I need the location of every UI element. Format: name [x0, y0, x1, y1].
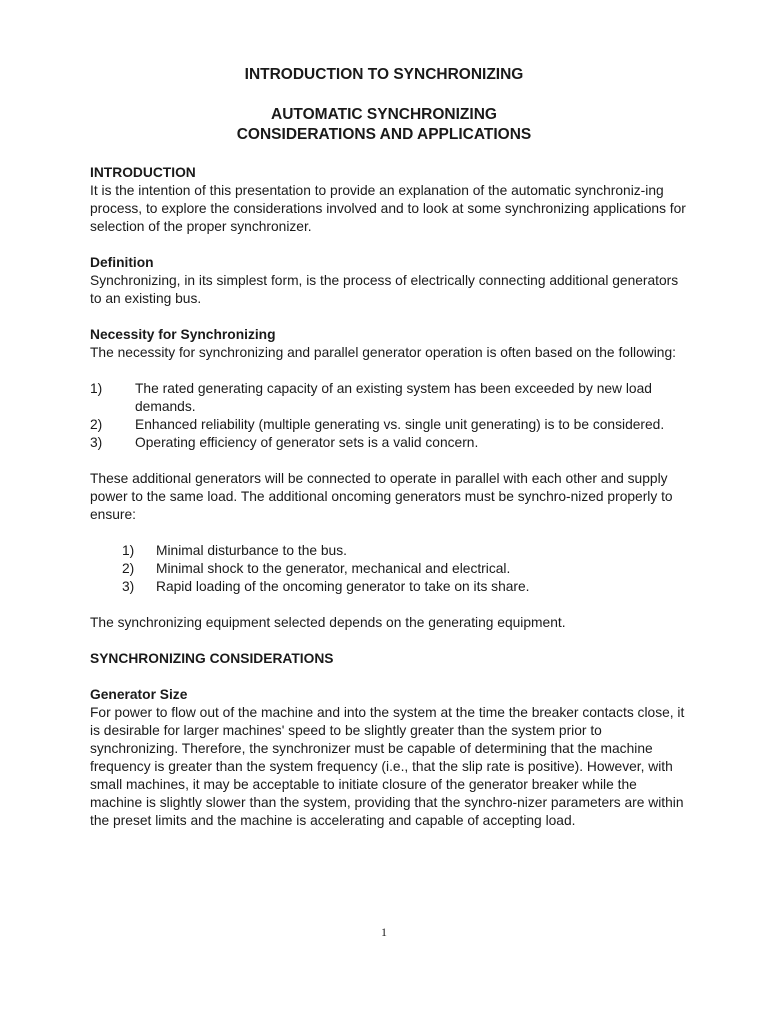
list-number: 2): [90, 417, 103, 432]
list-item: [122, 578, 690, 596]
list-number: 2): [122, 561, 135, 576]
list-text: Operating efficiency of generator sets is a valid concern.: [135, 435, 479, 450]
equipment-paragraph: The synchronizing equipment selected depends on the generating equipment.: [90, 615, 566, 630]
list-item: [90, 380, 690, 416]
parallel-paragraph: These additional generators will be connected to operate in parallel with each other and supply power to the same load. The additional oncoming generators must be synchro-nized properly to ensure:: [90, 471, 673, 522]
page-number: 1: [381, 925, 387, 939]
list-text: The rated generating capacity of an existing system has been exceeded by new load demands.: [135, 381, 652, 414]
considerations-heading: SYNCHRONIZING CONSIDERATIONS: [90, 651, 334, 666]
definition-paragraph: Synchronizing, in its simplest form, is the process of electrically connecting additional generators to an existing bus.: [90, 273, 679, 306]
list-number: 1): [90, 381, 103, 396]
list-text: Minimal disturbance to the bus.: [156, 543, 347, 558]
necessity-list: [90, 380, 690, 452]
list-text: Enhanced reliability (multiple generating vs. single unit generating) is to be considered.: [135, 417, 665, 432]
generator-size-heading: Generator Size: [90, 687, 188, 702]
list-item: [90, 416, 690, 434]
necessity-heading: Necessity for Synchronizing: [90, 327, 276, 342]
document-title: INTRODUCTION TO SYNCHRONIZING: [244, 66, 524, 83]
list-item: [122, 542, 690, 560]
section-title-line-2: CONSIDERATIONS AND APPLICATIONS: [236, 126, 532, 143]
list-item: [90, 434, 690, 452]
section-title-line-1: AUTOMATIC SYNCHRONIZING: [271, 106, 497, 123]
list-number: 3): [122, 579, 135, 594]
intro-paragraph: It is the intention of this presentation to provide an explanation of the automatic synchroniz-ing process, to explore the considerations involved and to look at some synchronizing applications for selection of the proper synchronizer.: [90, 183, 686, 234]
list-text: Rapid loading of the oncoming generator to take on its share.: [156, 579, 530, 594]
list-item: [122, 560, 690, 578]
document-body: [90, 164, 690, 830]
list-number: 1): [122, 543, 135, 558]
necessity-paragraph: The necessity for synchronizing and parallel generator operation is often based on the following:: [90, 345, 676, 360]
intro-heading: INTRODUCTION: [90, 165, 196, 180]
definition-heading: Definition: [90, 255, 154, 270]
list-text: Minimal shock to the generator, mechanical and electrical.: [156, 561, 511, 576]
list-number: 3): [90, 435, 103, 450]
generator-size-paragraph: For power to flow out of the machine and into the system at the time the breaker contacts close, it is desirable for larger machines' speed to be slightly greater than the system prior to synchronizing. Therefore, the synchronizer must be capable of determining that the machine frequency is greater than the system frequency (i.e., that the slip rate is positive). However, with small machines, it may be acceptable to initiate closure of the generator breaker while the machine is slightly slower than the system, providing that the synchro-nizer parameters are within the preset limits and the machine is accelerating and capable of accepting load.: [90, 705, 685, 828]
ensure-list: [90, 542, 690, 596]
